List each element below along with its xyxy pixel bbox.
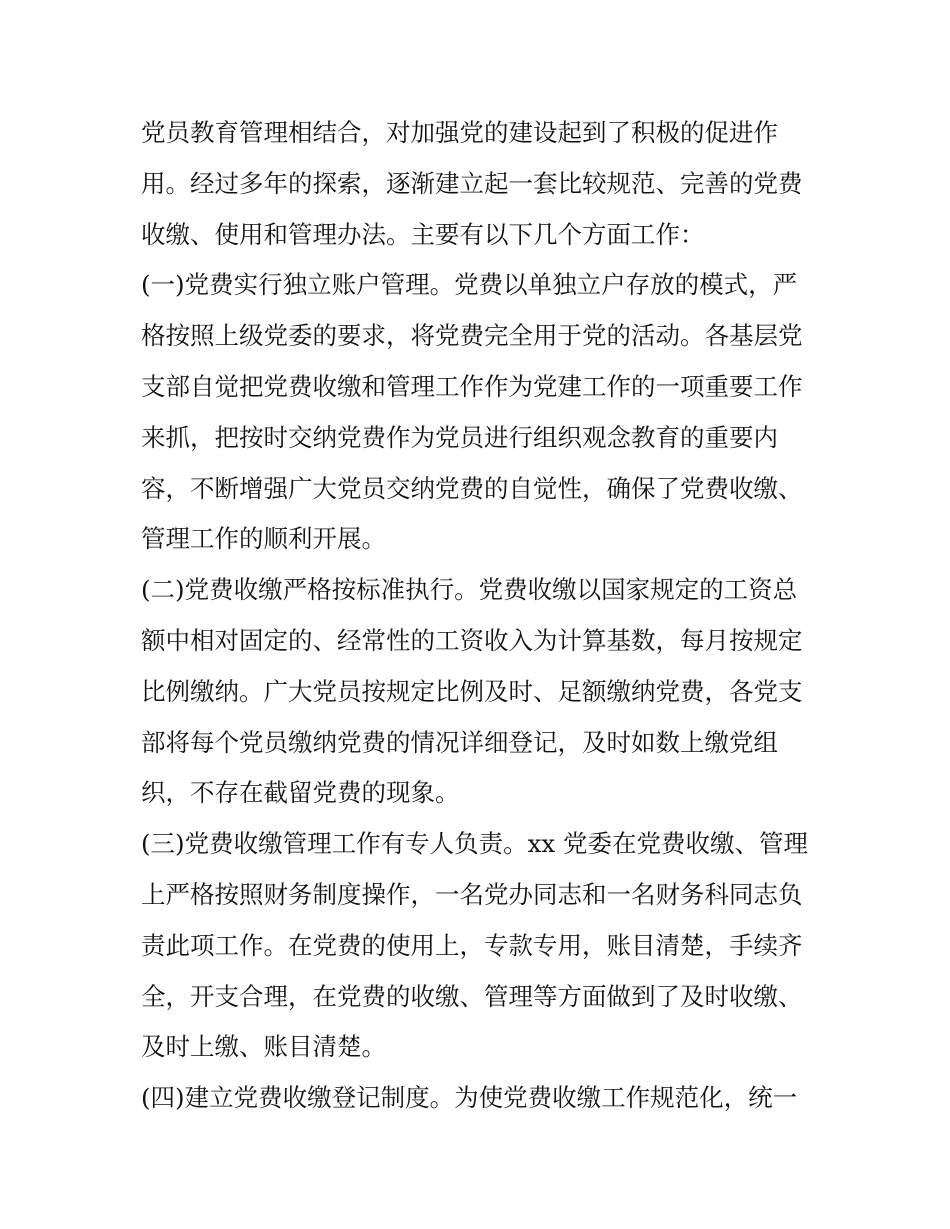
- text-line: (一)党费实行独立账户管理。党费以单独立户存放的模式，严: [141, 270, 798, 300]
- text-line: 上严格按照财务制度操作，一名党办同志和一名财务科同志负: [141, 879, 803, 909]
- text-line: 格按照上级党委的要求，将党费完全用于党的活动。各基层党: [141, 321, 803, 351]
- text-line: 额中相对固定的、经常性的工资收入为计算基数，每月按规定: [141, 625, 803, 655]
- text-line: 及时上缴、账目清楚。: [141, 1032, 386, 1062]
- text-line: 来抓，把按时交纳党费作为党员进行组织观念教育的重要内: [141, 422, 778, 452]
- text-line: 织，不存在截留党费的现象。: [141, 778, 460, 808]
- text-line: 容，不断增强广大党员交纳党费的自觉性，确保了党费收缴、: [141, 473, 803, 503]
- text-line: (四)建立党费收缴登记制度。为使党费收缴工作规范化，统一: [141, 1083, 798, 1113]
- text-line: 比例缴纳。广大党员按规定比例及时、足额缴纳党费，各党支: [141, 676, 803, 706]
- text-line: 责此项工作。在党费的使用上，专款专用，账目清楚，手续齐: [141, 930, 803, 960]
- text-line: 全，开支合理，在党费的收缴、管理等方面做到了及时收缴、: [141, 981, 803, 1011]
- text-line: (三)党费收缴管理工作有专人负责。xx 党委在党费收缴、管理: [141, 829, 809, 859]
- text-line: 支部自觉把党费收缴和管理工作作为党建工作的一项重要工作: [141, 371, 803, 401]
- text-line: 党员教育管理相结合，对加强党的建设起到了积极的促进作: [141, 118, 778, 147]
- text-line: 收缴、使用和管理办法。主要有以下几个方面工作：: [141, 219, 705, 249]
- text-line: (二)党费收缴严格按标准执行。党费收缴以国家规定的工资总: [141, 575, 798, 605]
- body-text: [141, 108, 821, 1124]
- text-line: 用。经过多年的探索，逐渐建立起一套比较规范、完善的党费: [141, 168, 803, 198]
- text-line: 管理工作的顺利开展。: [141, 524, 386, 554]
- text-line: 部将每个党员缴纳党费的情况详细登记，及时如数上缴党组: [141, 727, 778, 757]
